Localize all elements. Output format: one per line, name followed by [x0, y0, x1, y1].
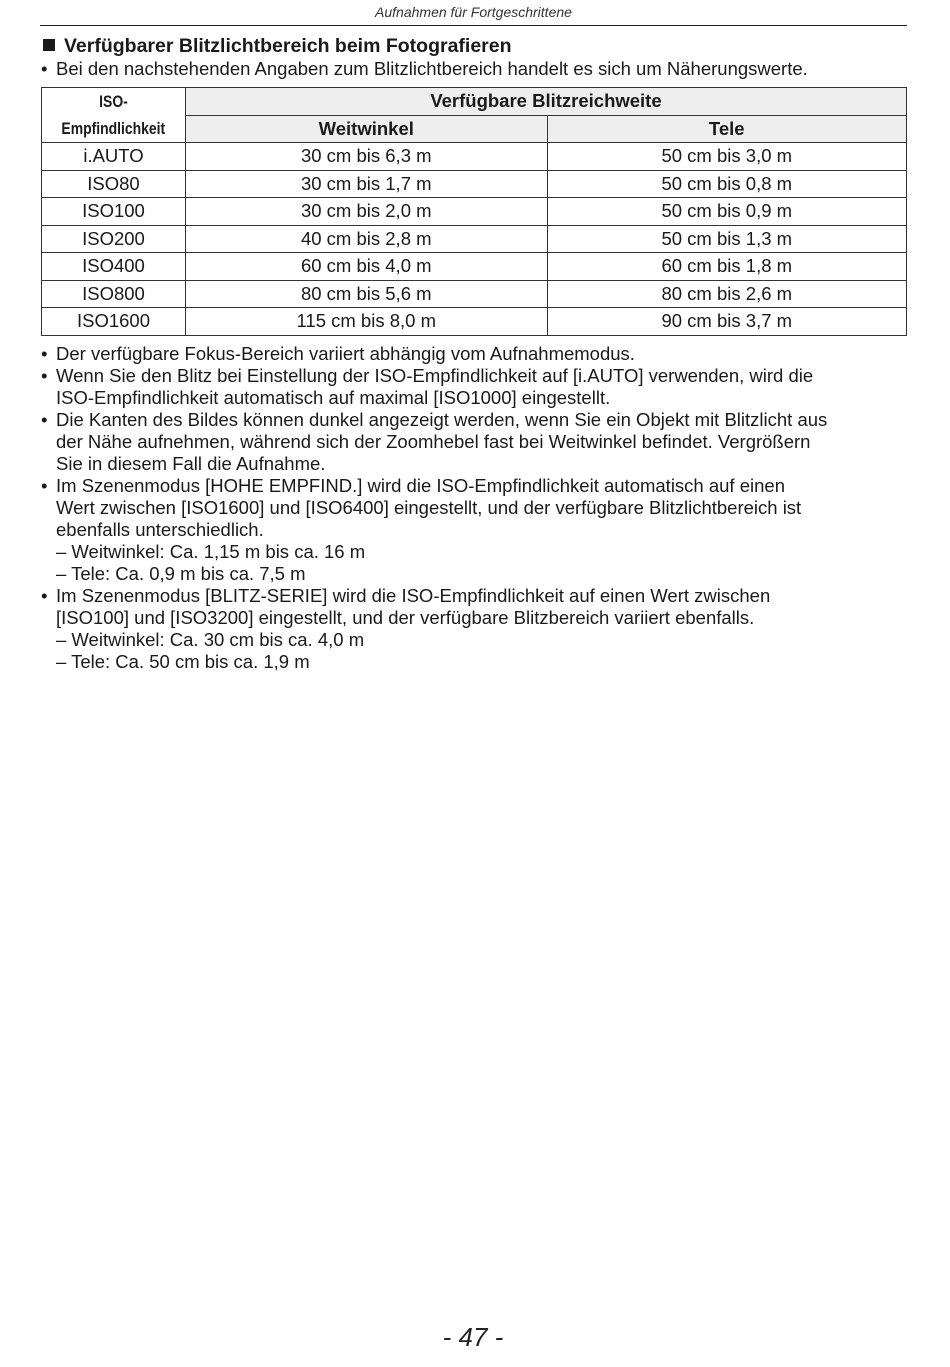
- note-line: Im Szenenmodus [BLITZ-SERIE] wird die ISO-Empfindlichkeit auf einen Wert zwischen: [56, 584, 771, 606]
- bullet-icon: •: [41, 584, 48, 606]
- intro-note: [41, 58, 909, 80]
- notes-list: [41, 343, 909, 673]
- tele-cell: 50 cm bis 0,9 m: [547, 198, 906, 226]
- page-number: - 47 -: [442, 1322, 504, 1352]
- table-row: [42, 143, 907, 171]
- intro-text: Bei den nachstehenden Angaben zum Blitzlichtbereich handelt es sich um Näherungswerte.: [56, 58, 808, 79]
- note-item: [41, 475, 909, 585]
- wide-column-header: Weitwinkel: [185, 115, 547, 143]
- wide-cell: 80 cm bis 5,6 m: [185, 280, 547, 308]
- note-line: – Weitwinkel: Ca. 30 cm bis ca. 4,0 m: [56, 628, 365, 650]
- iso-cell: ISO1600: [42, 308, 186, 336]
- iso-cell: ISO400: [42, 253, 186, 281]
- iso-header-line1: ISO-: [99, 92, 128, 111]
- wide-cell: 30 cm bis 1,7 m: [185, 170, 547, 198]
- note-item: [41, 365, 909, 409]
- wide-cell: 115 cm bis 8,0 m: [185, 308, 547, 336]
- note-line: Sie in diesem Fall die Aufnahme.: [56, 452, 326, 474]
- bullet-icon: •: [41, 408, 48, 430]
- iso-cell: ISO80: [42, 170, 186, 198]
- iso-cell: ISO800: [42, 280, 186, 308]
- iso-header-line2: Empfindlichkeit: [61, 119, 166, 138]
- iso-cell: ISO200: [42, 225, 186, 253]
- section-title-text: Verfügbarer Blitzlichtbereich beim Fotografieren: [64, 35, 512, 57]
- note-line: ebenfalls unterschiedlich.: [56, 518, 264, 540]
- note-line: – Tele: Ca. 50 cm bis ca. 1,9 m: [56, 650, 310, 672]
- note-line: Die Kanten des Bildes können dunkel angezeigt werden, wenn Sie ein Objekt mit Blitzlicht aus: [56, 408, 828, 430]
- wide-cell: 40 cm bis 2,8 m: [185, 225, 547, 253]
- note-line: [ISO100] und [ISO3200] eingestellt, und der verfügbare Blitzbereich variiert ebenfalls.: [56, 606, 755, 628]
- flash-range-table: [41, 87, 907, 336]
- wide-cell: 30 cm bis 2,0 m: [185, 198, 547, 226]
- note-line: – Weitwinkel: Ca. 1,15 m bis ca. 16 m: [56, 540, 366, 562]
- running-header: Aufnahmen für Fortgeschrittene: [375, 4, 572, 20]
- note-line: ISO-Empfindlichkeit automatisch auf maximal [ISO1000] eingestellt.: [56, 386, 611, 408]
- tele-cell: 50 cm bis 3,0 m: [547, 143, 906, 171]
- iso-cell: ISO100: [42, 198, 186, 226]
- note-item: [41, 409, 909, 475]
- note-line: – Tele: Ca. 0,9 m bis ca. 7,5 m: [56, 562, 306, 584]
- section-title: [41, 34, 909, 58]
- bullet-icon: •: [41, 474, 48, 496]
- note-item: [41, 343, 909, 365]
- tele-cell: 50 cm bis 1,3 m: [547, 225, 906, 253]
- table-row: [42, 198, 907, 226]
- table-row: [42, 253, 907, 281]
- note-line: Wenn Sie den Blitz bei Einstellung der ISO-Empfindlichkeit auf [i.AUTO] verwenden, wird die: [56, 364, 814, 386]
- range-column-header: Verfügbare Blitzreichweite: [185, 88, 906, 116]
- note-line: der Nähe aufnehmen, während sich der Zoomhebel fast bei Weitwinkel befindet. Vergrößern: [56, 430, 811, 452]
- bullet-icon: •: [41, 342, 48, 364]
- tele-cell: 60 cm bis 1,8 m: [547, 253, 906, 281]
- bullet-icon: •: [41, 364, 48, 386]
- tele-cell: 90 cm bis 3,7 m: [547, 308, 906, 336]
- table-row: [42, 280, 907, 308]
- tele-cell: 80 cm bis 2,6 m: [547, 280, 906, 308]
- note-line: Wert zwischen [ISO1600] und [ISO6400] eingestellt, und der verfügbare Blitzlichtbereich ist: [56, 496, 802, 518]
- square-bullet-icon: [43, 39, 55, 51]
- bullet-icon: •: [41, 58, 48, 79]
- note-line: Der verfügbare Fokus-Bereich variiert abhängig vom Aufnahmemodus.: [56, 342, 635, 364]
- table-row: [42, 170, 907, 198]
- tele-cell: 50 cm bis 0,8 m: [547, 170, 906, 198]
- tele-column-header: Tele: [547, 115, 906, 143]
- wide-cell: 30 cm bis 6,3 m: [185, 143, 547, 171]
- wide-cell: 60 cm bis 4,0 m: [185, 253, 547, 281]
- table-row: [42, 225, 907, 253]
- header-rule: [40, 25, 907, 26]
- table-body: [42, 143, 907, 336]
- note-line: Im Szenenmodus [HOHE EMPFIND.] wird die ISO-Empfindlichkeit automatisch auf einen: [56, 474, 785, 496]
- iso-column-header: [42, 88, 186, 143]
- page-content: [41, 34, 909, 673]
- iso-cell: i.AUTO: [42, 143, 186, 171]
- note-item: [41, 585, 909, 673]
- table-row: [42, 308, 907, 336]
